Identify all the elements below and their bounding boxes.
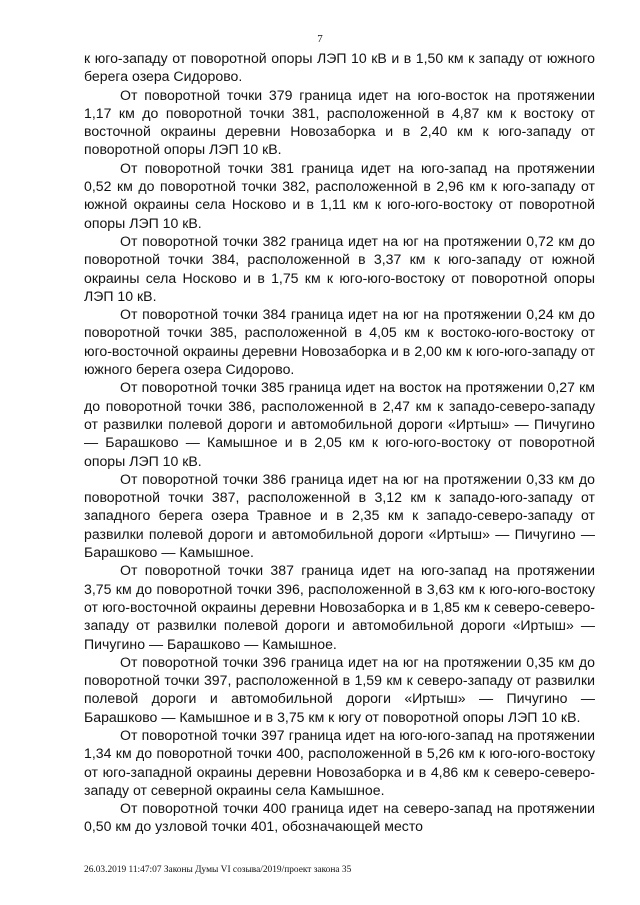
paragraph-continuation: к юго-западу от поворотной опоры ЛЭП 10 кВ и в 1,50 км к западу от южного берега озера Сидорово. xyxy=(84,50,595,85)
paragraph-point-386: От поворотной точки 386 граница идет на юг на протяжении 0,33 км до поворотной точки 387, расположенной в 3,12 км к западо-юго-западу от западного берега озера Травное и в 2,35 км к западо-северо-западу от развилки полевой дороги и автомобильной дороги «Иртыш» — Пичугино — Барашково — Камышное. xyxy=(84,470,595,561)
paragraph-point-384: От поворотной точки 384 граница идет на юг на протяжении 0,24 км до поворотной точки 385, расположенной в 4,05 км к востоко-юго-востоку от юго-восточной окраины деревни Новозаборка и в 2,00 км к юго-юго-западу от южного берега озера Сидорово. xyxy=(84,306,595,378)
paragraph-point-379: От поворотной точки 379 граница идет на юго-восток на протяжении 1,17 км до поворотной точки 381, расположенной в 4,87 км к востоку от восточной окраины деревни Новозаборка и в 2,40 км к юго-западу от поворотной опоры ЛЭП 10 кВ. xyxy=(84,86,595,158)
page-number: 7 xyxy=(317,33,323,45)
paragraph-point-385: От поворотной точки 385 граница идет на восток на протяжении 0,27 км до поворотной точки 386, расположенной в 2,47 км к западо-северо-западу от развилки полевой дороги и автомобильной дороги «Иртыш» — Пичугино — Барашково — Камышное и в 2,05 км к юго-юго-востоку от поворотной опоры ЛЭП 10 кВ. xyxy=(84,379,595,469)
paragraph-point-382: От поворотной точки 382 граница идет на юг на протяжении 0,72 км до поворотной точки 384, расположенной в 3,37 км к юго-западу от южной окраины села Носково и в 1,75 км к юго-юго-востоку от поворотной опоры ЛЭП 10 кВ. xyxy=(84,232,595,304)
paragraph-point-397: От поворотной точки 397 граница идет на юго-юго-запад на протяжении 1,34 км до поворотной точки 400, расположенной в 5,26 км к юго-юго-востоку от юго-западной окраины деревни Новозаборка и в 4,86 км к северо-северо-западу от северной окраины села Камышное. xyxy=(84,726,595,798)
paragraph-point-396: От поворотной точки 396 граница идет на юг на протяжении 0,35 км до поворотной точки 397, расположенной в 1,59 км к северо-западу от развилки полевой дороги и автомобильной дороги «Иртыш» — Пичугино — Барашково — Камышное и в 3,75 км к югу от поворотной опоры ЛЭП 10 кВ. xyxy=(84,653,595,725)
document-body xyxy=(84,49,595,836)
paragraph-point-381: От поворотной точки 381 граница идет на юго-запад на протяжении 0,52 км до поворотной точки 382, расположенной в 2,96 км к юго-западу от южной окраины села Носково и в 1,11 км к юго-юго-востоку от поворотной опоры ЛЭП 10 кВ. xyxy=(84,159,595,231)
paragraph-point-387: От поворотной точки 387 граница идет на юго-запад на протяжении 3,75 км до поворотной точки 396, расположенной в 3,63 км к юго-юго-востоку от юго-восточной окраины деревни Новозаборка и в 1,85 км к северо-северо-западу от развилки полевой дороги и автомобильной дороги «Иртыш» — Пичугино — Барашково — Камышное. xyxy=(84,562,595,652)
document-footer: 26.03.2019 11:47:07 Законы Думы VI созыва/2019/проект закона 35 xyxy=(84,865,352,875)
paragraph-point-400: От поворотной точки 400 граница идет на северо-запад на протяжении 0,50 км до узловой точки 401, обозначающей место xyxy=(84,800,595,835)
